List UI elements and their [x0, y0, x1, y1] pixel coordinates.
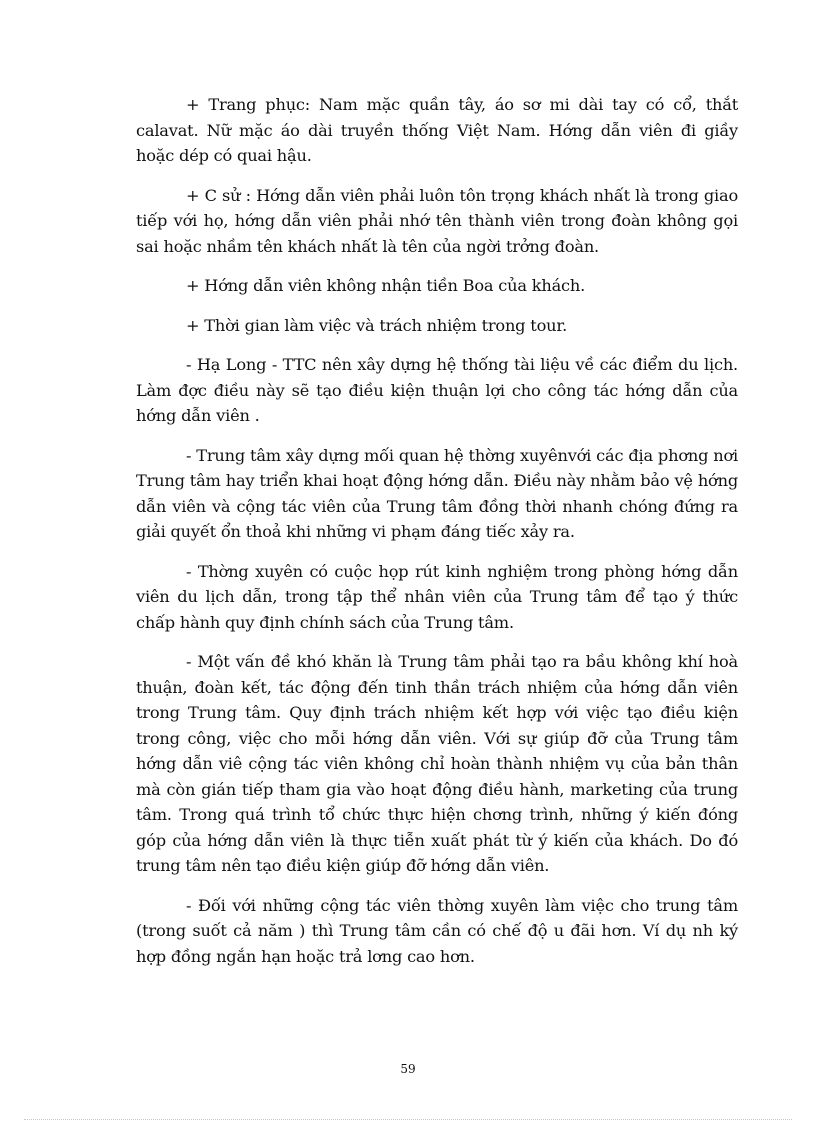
- page-bottom-divider: [24, 1119, 792, 1120]
- paragraph-collaborators: - Đối với những cộng tác viên thờng xuyên làm việc cho trung tâm (trong suốt cả năm ) thì Trung tâm cần có chế độ u đãi hơn. Ví dụ nh ký hợp đồng ngắn hạn hoặc trả lơng cao hơn.: [136, 895, 738, 966]
- paragraph-meetings: - Thờng xuyên có cuộc họp rút kinh nghiệm trong phòng hớng dẫn viên du lịch dẫn, trong tập thể nhân viên của Trung tâm để tạo ý thức chấp hành quy định chính sách của Trung tâm.: [136, 561, 738, 632]
- paragraph-working-time: + Thời gian làm việc và trách nhiệm trong tour.: [186, 315, 568, 335]
- paragraph-documentation: - Hạ Long - TTC nên xây dựng hệ thống tài liệu về các điểm du lịch. Làm đợc điều này sẽ tạo điều kiện thuận lợi cho công tác hớng dẫn của hớng dẫn viên .: [136, 355, 738, 425]
- page-number: 59: [400, 1062, 416, 1076]
- paragraph-behavior: + C sử : Hớng dẫn viên phải luôn tôn trọng khách nhất là trong giao tiếp với họ, hớng dẫn viên phải nhớ tên thành viên trong đoàn không gọi sai hoặc nhầm tên khách nhất là tên của ngời trởng đoàn.: [136, 185, 738, 256]
- paragraph-local-relations: - Trung tâm xây dựng mối quan hệ thờng xuyênvới các địa phơng nơi Trung tâm hay triển khai hoạt động hớng dẫn. Điều này nhằm bảo vệ hớng dẫn viên và cộng tác viên của Trung tâm đồng thời nhanh chóng đứng ra giải quyết ổn thoả khi những vi phạm đáng tiếc xảy ra.: [136, 445, 738, 541]
- paragraph-dress-code: + Trang phục: Nam mặc quần tây, áo sơ mi dài tay có cổ, thắt calavat. Nữ mặc áo dài truyền thống Việt Nam. Hớng dẫn viên đi giầy hoặc dép có quai hậu.: [136, 95, 738, 165]
- paragraph-atmosphere: - Một vấn đề khó khăn là Trung tâm phải tạo ra bầu không khí hoà thuận, đoàn kết, tác động đến tinh thần trách nhiệm của hớng dẫn viên trong Trung tâm. Quy định trách nhiệm kết hợp với việc tạo điều kiện trong công, việc cho mỗi hớng dẫn viên. Với sự giúp đỡ của Trung tâm hớng dẫn viê cộng tác viên không chỉ hoàn thành nhiệm vụ của bản thân mà còn gián tiếp tham gia vào hoạt động điều hành, marketing của trung tâm. Trong quá trình tổ chức thực hiện chơng trình, những ý kiến đóng góp của hớng dẫn viên là thực tiễn xuất phát từ ý kiến của khách. Do đó trung tâm nên tạo điều kiện giúp đỡ hớng dẫn viên.: [136, 652, 738, 875]
- paragraph-tips: + Hớng dẫn viên không nhận tiền Boa của khách.: [186, 276, 586, 295]
- document-body: [136, 92, 738, 983]
